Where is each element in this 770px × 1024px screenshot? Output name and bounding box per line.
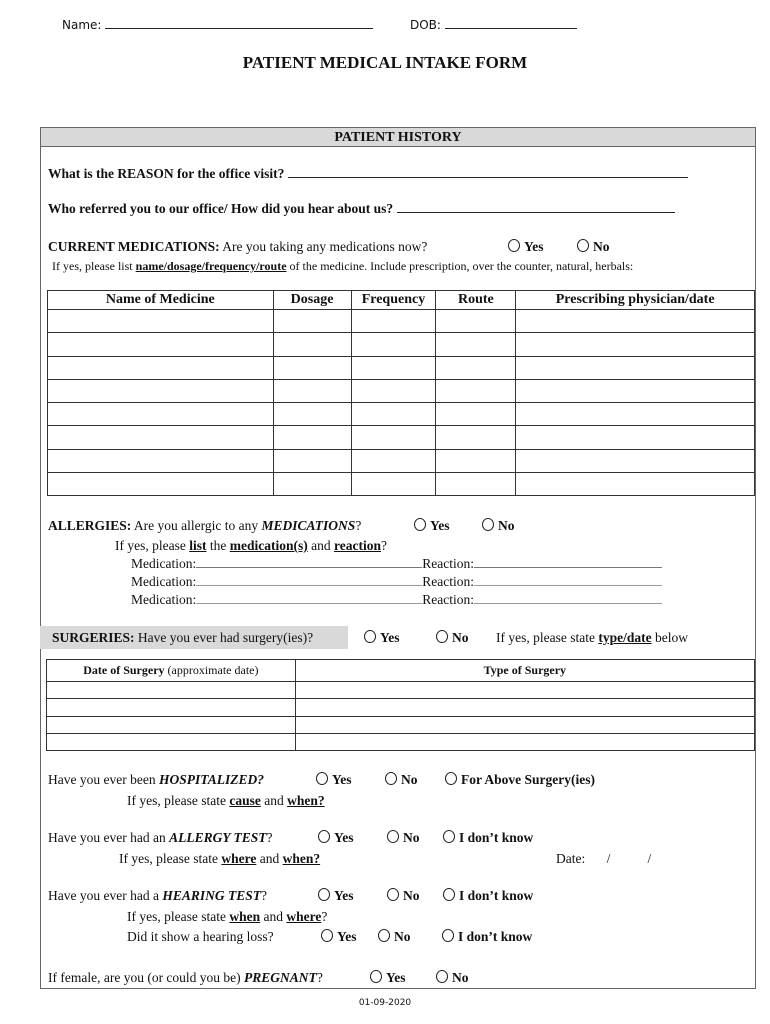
- table-row[interactable]: [47, 682, 755, 699]
- allergy-entry-row[interactable]: Medication: Reaction:: [131, 592, 662, 608]
- dob-input-line[interactable]: [445, 28, 577, 29]
- col-date-of-surgery: Date of Surgery (approximate date): [47, 660, 296, 682]
- table-row[interactable]: [48, 356, 755, 379]
- radio-icon[interactable]: [436, 630, 448, 643]
- surgeries-table: [46, 659, 755, 751]
- hearing-test-no-option[interactable]: No: [387, 888, 420, 904]
- surgeries-no-option[interactable]: No: [436, 630, 469, 646]
- allergy-test-question: Have you ever had an ALLERGY TEST?: [48, 830, 273, 845]
- name-field[interactable]: [62, 18, 373, 32]
- radio-icon[interactable]: [385, 772, 397, 785]
- hearing-test-yes-option[interactable]: Yes: [318, 888, 354, 904]
- allergy-entry-row[interactable]: Medication: Reaction:: [131, 556, 662, 572]
- allergy-test-yes-option[interactable]: Yes: [318, 830, 354, 846]
- name-input-line[interactable]: [105, 28, 373, 29]
- col-frequency: Frequency: [351, 291, 436, 310]
- hearing-loss-dont-know-option[interactable]: I don’t know: [442, 929, 532, 945]
- radio-icon[interactable]: [316, 772, 328, 785]
- medications-yes-option[interactable]: Yes: [508, 239, 544, 255]
- name-label: Name:: [62, 18, 102, 32]
- radio-icon[interactable]: [387, 888, 399, 901]
- allergy-entry-row[interactable]: Medication: Reaction:: [131, 574, 662, 590]
- patient-history-header: PATIENT HISTORY: [40, 127, 756, 147]
- radio-icon[interactable]: [318, 888, 330, 901]
- surgeries-question-row: SURGERIES: Have you ever had surgery(ies)?: [52, 630, 314, 645]
- surgeries-note: If yes, please state type/date below: [496, 630, 688, 645]
- table-row[interactable]: [48, 426, 755, 449]
- hearing-loss-no-option[interactable]: No: [378, 929, 411, 945]
- dob-label: DOB:: [410, 18, 441, 32]
- allergy-test-date-field[interactable]: Date: / /: [556, 851, 652, 866]
- hospitalized-yes-option[interactable]: Yes: [316, 772, 352, 788]
- radio-icon[interactable]: [370, 970, 382, 983]
- hospitalized-question: Have you ever been HOSPITALIZED?: [48, 772, 264, 787]
- radio-icon[interactable]: [321, 929, 333, 942]
- radio-icon[interactable]: [443, 830, 455, 843]
- radio-icon[interactable]: [378, 929, 390, 942]
- hospitalized-no-option[interactable]: No: [385, 772, 418, 788]
- col-name-of-medicine: Name of Medicine: [48, 291, 274, 310]
- table-row[interactable]: [48, 310, 755, 333]
- hearing-test-note: If yes, please state when and where?: [127, 909, 328, 924]
- radio-icon[interactable]: [318, 830, 330, 843]
- col-dosage: Dosage: [273, 291, 351, 310]
- surgeries-table-header: [47, 660, 755, 682]
- radio-icon[interactable]: [387, 830, 399, 843]
- pregnant-question: If female, are you (or could you be) PREGNANT?: [48, 970, 323, 985]
- allergy-test-no-option[interactable]: No: [387, 830, 420, 846]
- hearing-loss-question: Did it show a hearing loss?: [127, 929, 274, 944]
- hospitalized-note: If yes, please state cause and when?: [127, 793, 325, 808]
- table-row[interactable]: [47, 699, 755, 716]
- col-type-of-surgery: Type of Surgery: [295, 660, 754, 682]
- hearing-loss-yes-option[interactable]: Yes: [321, 929, 357, 945]
- allergies-no-option[interactable]: No: [482, 518, 515, 534]
- allergies-heading: ALLERGIES:: [48, 518, 132, 533]
- allergy-test-dont-know-option[interactable]: I don’t know: [443, 830, 533, 846]
- radio-icon[interactable]: [443, 888, 455, 901]
- reason-input-line[interactable]: [288, 177, 688, 178]
- table-row[interactable]: [47, 716, 755, 733]
- medications-question-row: [48, 239, 427, 255]
- table-row[interactable]: [48, 333, 755, 356]
- radio-icon[interactable]: [445, 772, 457, 785]
- allergies-note: If yes, please list the medication(s) and reaction?: [115, 538, 387, 553]
- table-row[interactable]: [48, 449, 755, 472]
- referral-input-line[interactable]: [397, 212, 675, 213]
- referral-question: Who referred you to our office/ How did you hear about us?: [48, 201, 394, 216]
- allergy-test-note: If yes, please state where and when?: [119, 851, 321, 866]
- hearing-test-dont-know-option[interactable]: I don’t know: [443, 888, 533, 904]
- medications-question: Are you taking any medications now?: [222, 239, 428, 254]
- radio-icon[interactable]: [482, 518, 494, 531]
- radio-icon[interactable]: [414, 518, 426, 531]
- allergies-question-row: ALLERGIES: Are you allergic to any MEDICATIONS?: [48, 518, 362, 533]
- footer-date-code: 01-09-2020: [358, 998, 412, 1008]
- medications-no-option[interactable]: No: [577, 239, 610, 255]
- radio-icon[interactable]: [577, 239, 589, 252]
- form-title: PATIENT MEDICAL INTAKE FORM: [242, 53, 528, 72]
- surgeries-yes-option[interactable]: Yes: [364, 630, 400, 646]
- table-row[interactable]: [48, 473, 755, 496]
- dob-field[interactable]: [410, 18, 577, 32]
- medications-table-header: [48, 291, 755, 310]
- radio-icon[interactable]: [508, 239, 520, 252]
- hearing-test-question: Have you ever had a HEARING TEST?: [48, 888, 267, 903]
- col-prescribing-physician: Prescribing physician/date: [516, 291, 755, 310]
- allergies-yes-option[interactable]: Yes: [414, 518, 450, 534]
- pregnant-no-option[interactable]: No: [436, 970, 469, 986]
- medications-note: If yes, please list name/dosage/frequency/route of the medicine. Include prescription, over the counter, natural, herbals:: [52, 259, 634, 273]
- hospitalized-surgery-option[interactable]: For Above Surgery(ies): [445, 772, 595, 788]
- table-row[interactable]: [48, 403, 755, 426]
- surgeries-heading: SURGERIES:: [52, 630, 135, 645]
- col-route: Route: [436, 291, 516, 310]
- reason-question: What is the REASON for the office visit?: [48, 166, 285, 181]
- table-row[interactable]: [48, 379, 755, 402]
- table-row[interactable]: [47, 733, 755, 750]
- referral-row[interactable]: [48, 201, 675, 217]
- reason-row[interactable]: [48, 166, 688, 182]
- medications-table: [47, 290, 755, 496]
- pregnant-yes-option[interactable]: Yes: [370, 970, 406, 986]
- date-label: Date:: [556, 851, 586, 866]
- radio-icon[interactable]: [442, 929, 454, 942]
- radio-icon[interactable]: [364, 630, 376, 643]
- radio-icon[interactable]: [436, 970, 448, 983]
- medications-heading: CURRENT MEDICATIONS:: [48, 239, 220, 254]
